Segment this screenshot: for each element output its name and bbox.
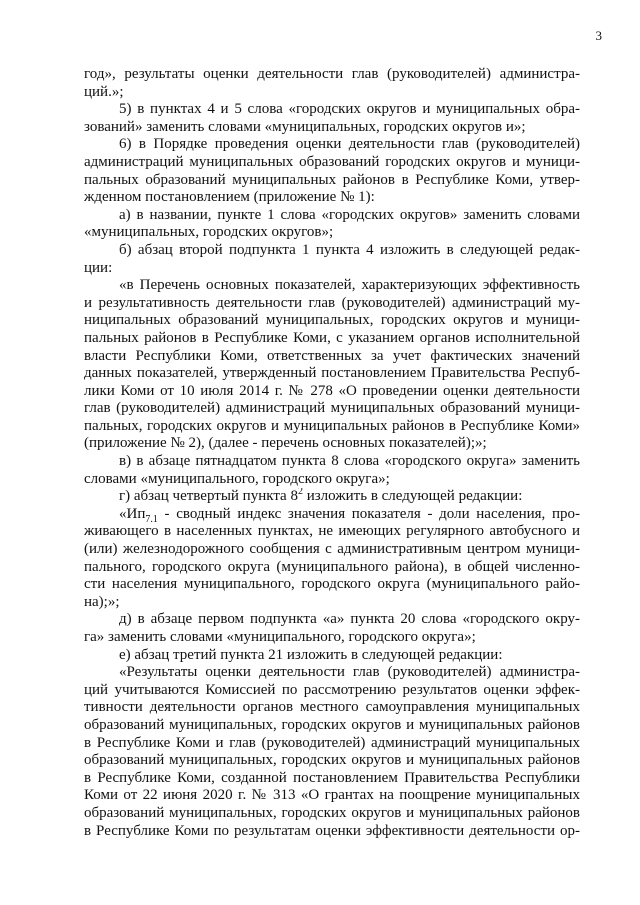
text-line-content: данных показателей, утвержденный постановлением Правительства Респуб- (84, 365, 580, 382)
text-line (84, 805, 580, 823)
text-line (84, 823, 580, 841)
text-line (84, 735, 580, 753)
text-line (84, 101, 580, 119)
text-line-content: «Результаты оценки деятельности глав (руководителей) администра- (119, 664, 580, 681)
text-line-content: образований муниципальных, городских округов и муниципальных районов (84, 716, 580, 733)
text-line (84, 207, 580, 225)
text-line-content: пальных районов в Республике Коми, с указанием органов исполнительной (84, 329, 580, 346)
text-line-content: ции: (84, 259, 113, 276)
text-line (84, 629, 580, 647)
text-line (84, 348, 580, 366)
text-line-content: ций учитываются Комиссией по рассмотрению результатов оценки эффек- (84, 681, 580, 698)
text-line (84, 541, 580, 559)
text-line-continuation: изложить в следующей редакции: (302, 488, 523, 505)
text-line (84, 365, 580, 383)
text-line-content: «Ип (119, 505, 146, 522)
text-line-content: и результативность деятельности глав (руководителей) администраций му- (84, 294, 580, 311)
text-line-content: (или) железнодорожного сообщения с административным центром муници- (84, 541, 580, 558)
text-line (84, 66, 580, 84)
text-line-content: ниципальных образований муниципальных, городских округов и муници- (84, 312, 580, 329)
text-line (84, 453, 580, 471)
text-line-content: сти населения муниципального, городского округа (муниципального райо- (84, 576, 580, 593)
text-line-content: 6) в Порядке проведения оценки деятельности глав (руководителей) (119, 136, 580, 153)
text-line (84, 506, 580, 524)
text-line-content: 5) в пунктах 4 и 5 слова «городских округов и муниципальных обра- (119, 101, 580, 118)
text-line (84, 383, 580, 401)
text-line-content: образований муниципальных, городских округов и муниципальных районов (84, 804, 580, 821)
text-line (84, 576, 580, 594)
text-line (84, 559, 580, 577)
text-line (84, 136, 580, 154)
text-line-content: тивности деятельности органов местного самоуправления муниципальных (84, 699, 580, 716)
text-line (84, 224, 580, 242)
text-line-content: в) в абзаце пятнадцатом пункта 8 слова «городского округа» заменить (119, 453, 580, 470)
text-line (84, 242, 580, 260)
text-line (84, 770, 580, 788)
text-line-content: живающего в населенных пунктах, не имеющих регулярного автобусного и (84, 523, 580, 540)
text-line (84, 119, 580, 137)
text-line (84, 471, 580, 489)
text-line-content: е) абзац третий пункта 21 изложить в следующей редакции: (119, 646, 503, 663)
text-line (84, 682, 580, 700)
text-line (84, 295, 580, 313)
text-line-content: га» заменить словами «муниципального, городского округа»; (84, 629, 476, 645)
superscript: 2 (297, 488, 303, 498)
text-line (84, 418, 580, 436)
text-line (84, 611, 580, 629)
text-line-content: Коми от 22 июня 2020 г. № 313 «О грантах на поощрение муниципальных (84, 787, 580, 804)
text-line-content: жденном постановлением (приложение № 1): (84, 189, 375, 206)
text-line (84, 752, 580, 770)
text-line-content: власти Республики Коми, ответственных за учет фактических значений (84, 347, 580, 364)
text-line (84, 84, 580, 102)
document-body (84, 66, 580, 840)
text-line-content: «муниципальных, городских округов»; (84, 224, 334, 241)
text-line (84, 717, 580, 735)
text-line-content: пальных, городских округов и муниципальных районов в Республике Коми» (84, 417, 580, 434)
text-line-content: год», результаты оценки деятельности глав (руководителей) администра- (84, 66, 580, 82)
text-line (84, 594, 580, 612)
text-line-content: лики Коми от 10 июля 2014 г. № 278 «О проведении оценки деятельности (84, 382, 580, 399)
text-line-content: г) абзац четвертый пункта 8 (119, 488, 298, 505)
text-line (84, 330, 580, 348)
text-line-content: б) абзац второй подпункта 1 пункта 4 изложить в следующей редак- (119, 241, 580, 258)
text-line-content: глав (руководителей) администраций муниципальных образований муници- (84, 400, 580, 417)
text-line-content: в Республике Коми и глав (руководителей) администраций муниципальных (84, 734, 580, 751)
text-line (84, 189, 580, 207)
text-line-content: (приложение № 2), (далее - перечень основных показателей);»; (84, 435, 487, 452)
text-line-content: пальных образований муниципальных районов в Республике Коми, утвер- (84, 171, 580, 188)
page-number: 3 (595, 28, 602, 43)
text-line (84, 647, 580, 665)
text-line-content: словами «муниципального, городского округа»; (84, 470, 390, 487)
text-line (84, 787, 580, 805)
text-line (84, 699, 580, 717)
text-line-content: пального, городского округа (муниципального района), в общей численно- (84, 558, 580, 575)
text-line (84, 400, 580, 418)
text-line (84, 435, 580, 453)
text-line-content: зований» заменить словами «муниципальных, городских округов и»; (84, 118, 526, 135)
text-line-content: д) в абзаце первом подпункта «а» пункта 20 слова «городского окру- (119, 611, 580, 628)
text-line-content: в Республике Коми, созданной постановлением Правительства Республики (84, 769, 580, 786)
text-line-content: ций.»; (84, 83, 124, 100)
text-line-content: в Республике Коми по результатам оценки эффективности деятельности ор- (84, 822, 580, 839)
text-line-content: а) в названии, пункте 1 слова «городских округов» заменить словами (119, 206, 580, 223)
text-line (84, 260, 580, 278)
text-line (84, 664, 580, 682)
text-line (84, 488, 580, 506)
text-line-content: образований муниципальных, городских округов и муниципальных районов (84, 752, 580, 769)
text-line (84, 312, 580, 330)
text-line-content: на);»; (84, 593, 120, 610)
text-line (84, 523, 580, 541)
text-line (84, 277, 580, 295)
subscript: 7.1 (145, 513, 158, 524)
text-line-content: администраций муниципальных образований городских округов и муници- (84, 153, 580, 170)
text-line-continuation: - сводный индекс значения показателя - доли населения, про- (157, 505, 580, 522)
text-line (84, 172, 580, 190)
text-line-content: «в Перечень основных показателей, характеризующих эффективность (119, 277, 580, 294)
text-line (84, 154, 580, 172)
